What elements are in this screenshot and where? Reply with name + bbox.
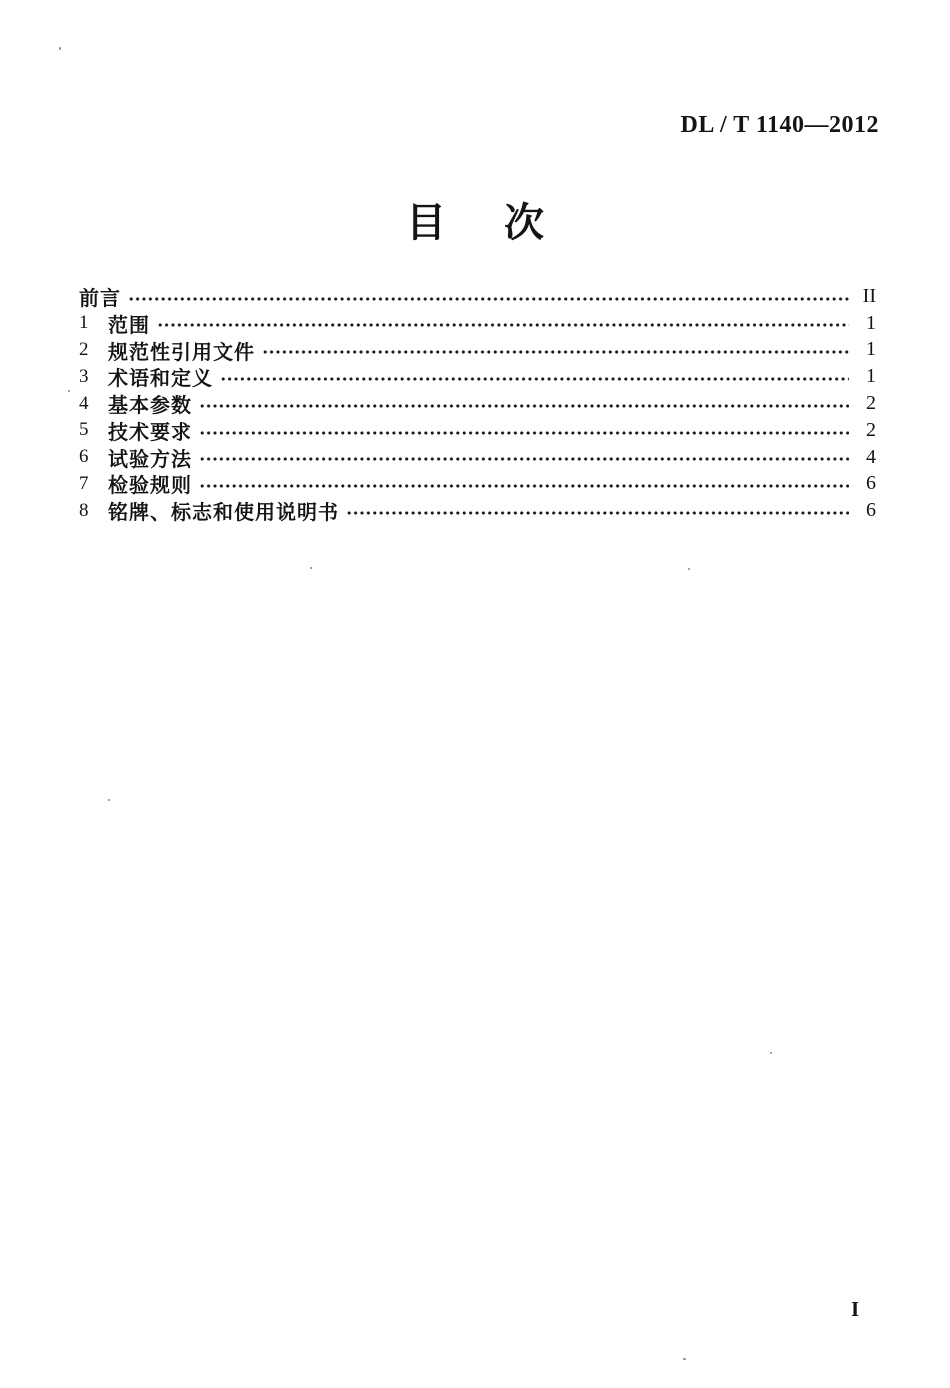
toc-entry bbox=[79, 444, 876, 471]
scan-artifact bbox=[310, 567, 312, 569]
dot-leader bbox=[128, 283, 849, 310]
toc-entry-label: 术语和定义 bbox=[108, 368, 213, 391]
dot-leader bbox=[220, 363, 849, 390]
dot-leader bbox=[199, 471, 849, 498]
toc-entry bbox=[79, 471, 876, 498]
dot-leader bbox=[157, 310, 849, 337]
toc-entry-page: 6 bbox=[866, 499, 876, 522]
toc-entry-page: 1 bbox=[866, 338, 876, 361]
toc-entry-page: 6 bbox=[866, 472, 876, 495]
scan-artifact bbox=[770, 1052, 772, 1054]
toc-entry-number: 7 bbox=[79, 472, 89, 494]
dot-leader bbox=[199, 444, 849, 471]
scan-artifact bbox=[59, 47, 61, 50]
toc-entry-number: 4 bbox=[79, 392, 89, 414]
toc-entry-number: 2 bbox=[79, 338, 89, 360]
toc-entry bbox=[79, 417, 876, 444]
toc-entry-page: 4 bbox=[866, 445, 876, 468]
toc-entry-number: 8 bbox=[79, 499, 89, 521]
page-title: 目 次 bbox=[406, 201, 553, 245]
toc-entry-label: 铭牌、标志和使用说明书 bbox=[108, 502, 339, 525]
scan-artifact bbox=[108, 799, 110, 801]
dot-leader bbox=[199, 390, 849, 417]
toc-entry-label: 试验方法 bbox=[108, 448, 192, 471]
toc-entry-label: 技术要求 bbox=[108, 421, 192, 444]
toc-entry-number: 6 bbox=[79, 446, 89, 468]
standard-code: DL / T 1140—2012 bbox=[680, 112, 879, 138]
toc-entry bbox=[79, 363, 876, 390]
toc-entry-label: 基本参数 bbox=[108, 395, 192, 418]
toc-entry-page: 1 bbox=[866, 311, 876, 334]
toc-entry-page: II bbox=[862, 284, 876, 307]
toc-entry-number: 5 bbox=[79, 419, 89, 441]
scan-artifact bbox=[683, 1358, 686, 1360]
toc-entry bbox=[79, 390, 876, 417]
scan-artifact bbox=[688, 568, 690, 570]
toc-entry bbox=[79, 310, 876, 337]
toc-entry-label: 检验规则 bbox=[108, 475, 192, 498]
toc-entry bbox=[79, 497, 876, 524]
toc-entry-page: 1 bbox=[866, 365, 876, 388]
toc-entry-page: 2 bbox=[866, 418, 876, 441]
toc-list bbox=[79, 283, 876, 524]
toc-entry-label: 范围 bbox=[108, 314, 150, 337]
toc-entry-number: 3 bbox=[79, 365, 89, 387]
toc-entry-number: 1 bbox=[79, 312, 89, 334]
toc-entry-label: 前言 bbox=[79, 287, 121, 310]
dot-leader bbox=[199, 417, 849, 444]
footer-page-number: I bbox=[851, 1297, 860, 1321]
toc-entry-label: 规范性引用文件 bbox=[108, 341, 255, 364]
dot-leader bbox=[262, 337, 849, 364]
toc-entry bbox=[79, 283, 876, 310]
toc-entry-page: 2 bbox=[866, 392, 876, 415]
dot-leader bbox=[346, 497, 849, 524]
scan-artifact bbox=[68, 390, 70, 392]
toc-entry bbox=[79, 337, 876, 364]
